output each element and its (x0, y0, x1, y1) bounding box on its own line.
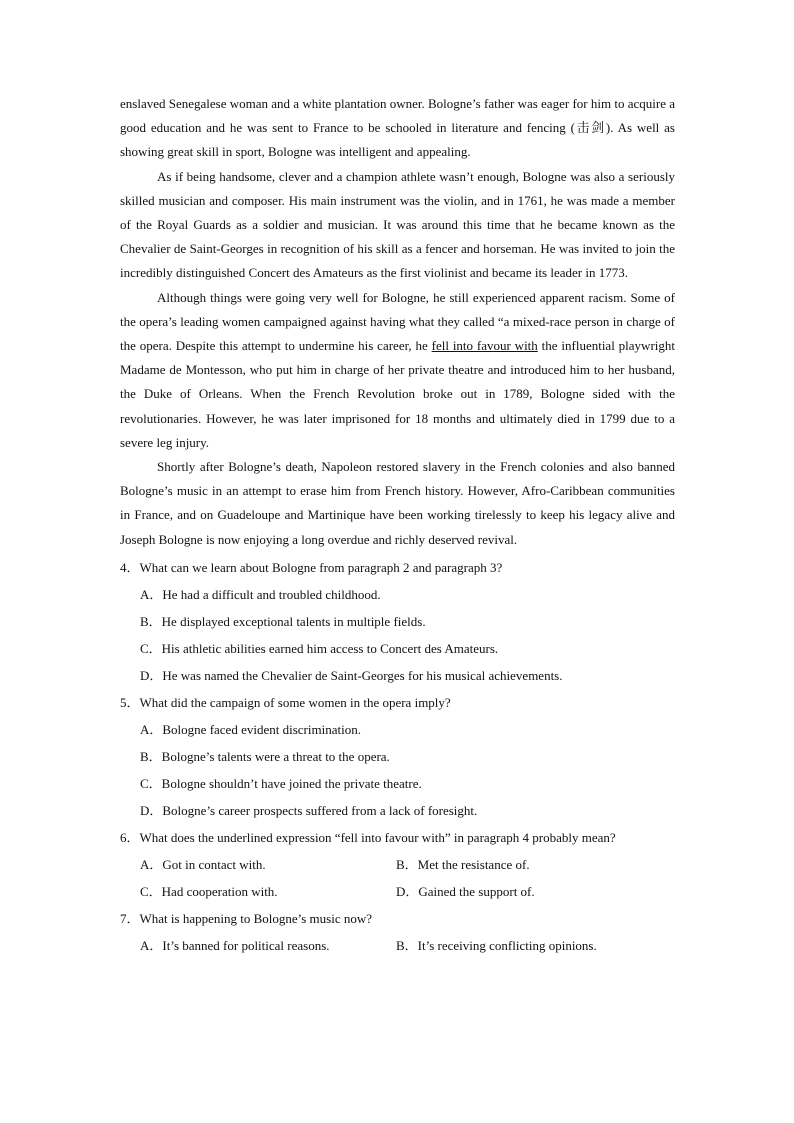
paragraph-1: enslaved Senegalese woman and a white plantation owner. Bologne’s father was eager for him to acquire a good education and he was sent to France to be schooled in literature and fencing (击剑). As well as showing great skill in sport, Bologne was intelligent and appealing. (120, 96, 675, 160)
option-b: B．It’s receiving conflicting opinions. (396, 937, 597, 953)
option-a: A．He had a difficult and troubled childhood. (140, 586, 381, 602)
option-c: C．His athletic abilities earned him access to Concert des Amateurs. (140, 640, 499, 656)
question-stem: 7．What is happening to Bologne’s music now? (120, 910, 373, 926)
option-d: D．He was named the Chevalier de Saint-Georges for his musical achievements. (140, 667, 563, 683)
paragraph-4: Shortly after Bologne’s death, Napoleon restored slavery in the French colonies and also banned Bologne’s music in an attempt to erase him from French history. However, Afro-Caribbean communities in France, and on Guadeloupe and Martinique have been working tirelessly to keep his legacy alive and Joseph Bologne is now enjoying a long overdue and richly deserved revival. (120, 459, 675, 547)
option-d: D．Gained the support of. (396, 883, 535, 899)
option-a: A．Bologne faced evident discrimination. (140, 721, 361, 737)
question-7 (120, 905, 675, 959)
option-c: C．Bologne shouldn’t have joined the private theatre. (140, 775, 422, 791)
question-4 (120, 554, 675, 689)
paragraph-3 (120, 286, 675, 455)
option-b: B．He displayed exceptional talents in multiple fields. (140, 613, 426, 629)
question-6 (120, 824, 675, 905)
paragraph-2: As if being handsome, clever and a champion athlete wasn’t enough, Bologne was also a seriously skilled musician and composer. His main instrument was the violin, and in 1761, he was made a member of the Royal Guards as a soldier and musician. It was around this time that he became known as the Chevalier de Saint-Georges in recognition of his skill as a fencer and horseman. He was invited to join the incredibly distinguished Concert des Amateurs as the first violinist and became its leader in 1773. (120, 168, 675, 281)
question-5 (120, 689, 675, 824)
question-stem: 6．What does the underlined expression “fell into favour with” in paragraph 4 probably mean? (120, 829, 616, 845)
options-row (120, 851, 675, 878)
option-c: C．Had cooperation with. (140, 883, 278, 899)
option-a: A．Got in contact with. (140, 856, 266, 872)
paragraph-3-text-before: Although things were going very well for Bologne, he still experienced apparent racism. Some of the opera’s leading women campaigned against having what they called “a mixed-race person in charge of the opera. Despite this attempt to undermine his career, he (120, 289, 675, 354)
underlined-expression: fell into favour with (431, 338, 538, 354)
option-a: A．It’s banned for political reasons. (140, 937, 330, 953)
paragraph-3-text-after: the influential playwright Madame de Montesson, who put him in charge of her private theatre and introduced him to her husband, the Duke of Orleans. When the French Revolution broke out in 1789, Bologne sided with the revolutionaries. However, he was later imprisoned for 18 months and ultimately died in 1799 due to a severe leg injury. (120, 338, 675, 450)
question-stem: 4．What can we learn about Bologne from paragraph 2 and paragraph 3? (120, 559, 503, 575)
question-stem: 5．What did the campaign of some women in the opera imply? (120, 694, 451, 710)
options-row (120, 878, 675, 905)
option-b: B．Bologne’s talents were a threat to the opera. (140, 748, 390, 764)
document-page (120, 92, 675, 959)
option-d: D．Bologne’s career prospects suffered from a lack of foresight. (140, 802, 478, 818)
options-row (120, 932, 675, 959)
option-b: B．Met the resistance of. (396, 856, 530, 872)
